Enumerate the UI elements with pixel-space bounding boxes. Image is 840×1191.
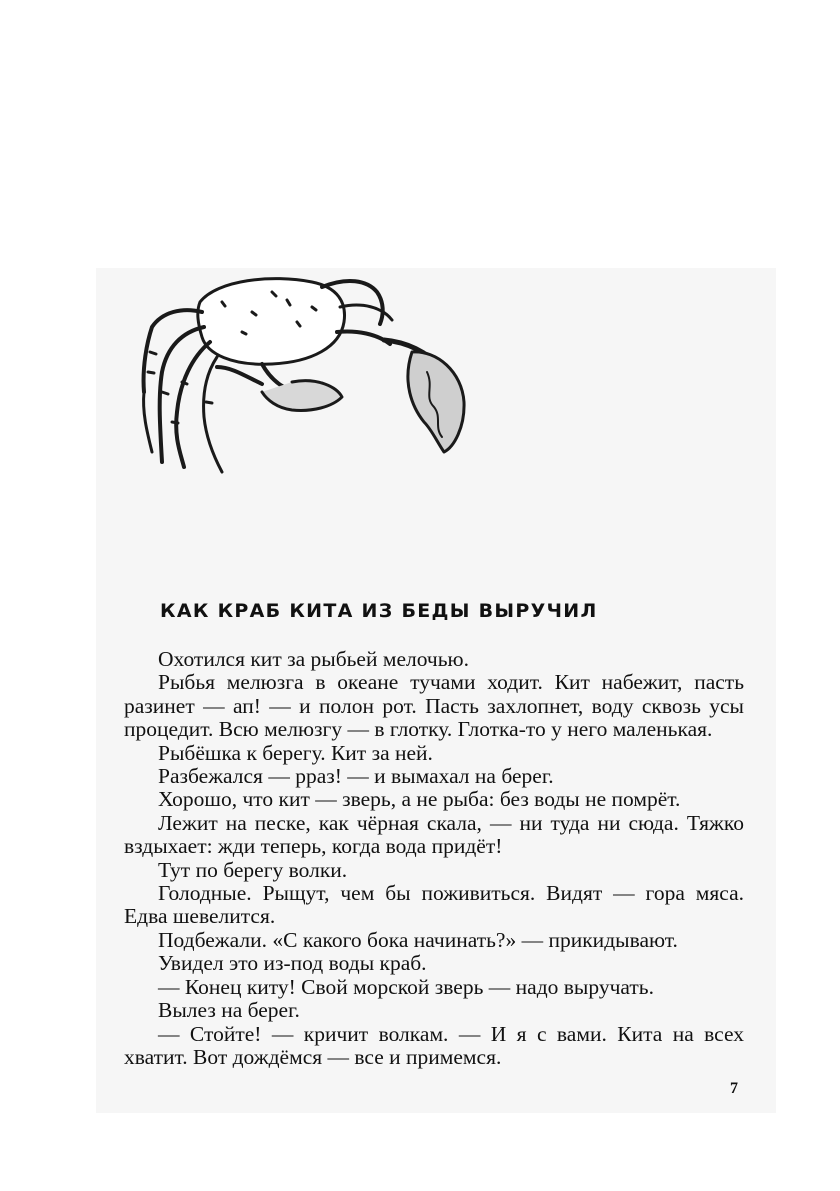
paragraph: Подбежали. «С какого бока начинать?» — прикидывают. xyxy=(158,927,678,952)
paragraph: — Конец киту! Свой морской зверь — надо выручать. xyxy=(158,974,654,999)
page-number: 7 xyxy=(730,1080,738,1097)
story-title: КАК КРАБ КИТА ИЗ БЕДЫ ВЫРУЧИЛ xyxy=(160,600,598,622)
paragraph: Увидел это из-под воды краб. xyxy=(158,951,427,976)
paragraph: Разбежался — рраз! — и вымахал на берег. xyxy=(158,764,554,789)
paragraph: — Стойте! — кричит волкам. — И я с вами. Кита на всех хватит. Вот дождёмся — все и примемся. xyxy=(124,1021,744,1069)
paragraph: Вылез на берег. xyxy=(158,998,300,1023)
paragraph: Рыбья мелюзга в океане тучами ходит. Кит набежит, пасть разинет — ап! — и полон рот. Пасть захлопнет, воду сквозь усы процедит. Всю мелюзгу — в глотку. Глотка-то у него маленькая. xyxy=(124,670,744,742)
paragraph: Охотился кит за рыбьей мелочью. xyxy=(158,647,469,671)
paragraph: Лежит на песке, как чёрная скала, — ни туда ни сюда. Тяжко вздыхает: жди теперь, когда вода придёт! xyxy=(124,810,744,859)
paragraph: Голодные. Рыщут, чем бы поживиться. Видят — гора мяса. Едва шевелится. xyxy=(124,881,744,929)
story-text xyxy=(124,648,744,1069)
paragraph: Хорошо, что кит — зверь, а не рыба: без воды не помрёт. xyxy=(158,787,681,812)
paragraph: Рыбёшка к берегу. Кит за ней. xyxy=(158,740,433,765)
crab-illustration xyxy=(122,272,482,482)
paragraph: Тут по берегу волки. xyxy=(158,857,348,882)
